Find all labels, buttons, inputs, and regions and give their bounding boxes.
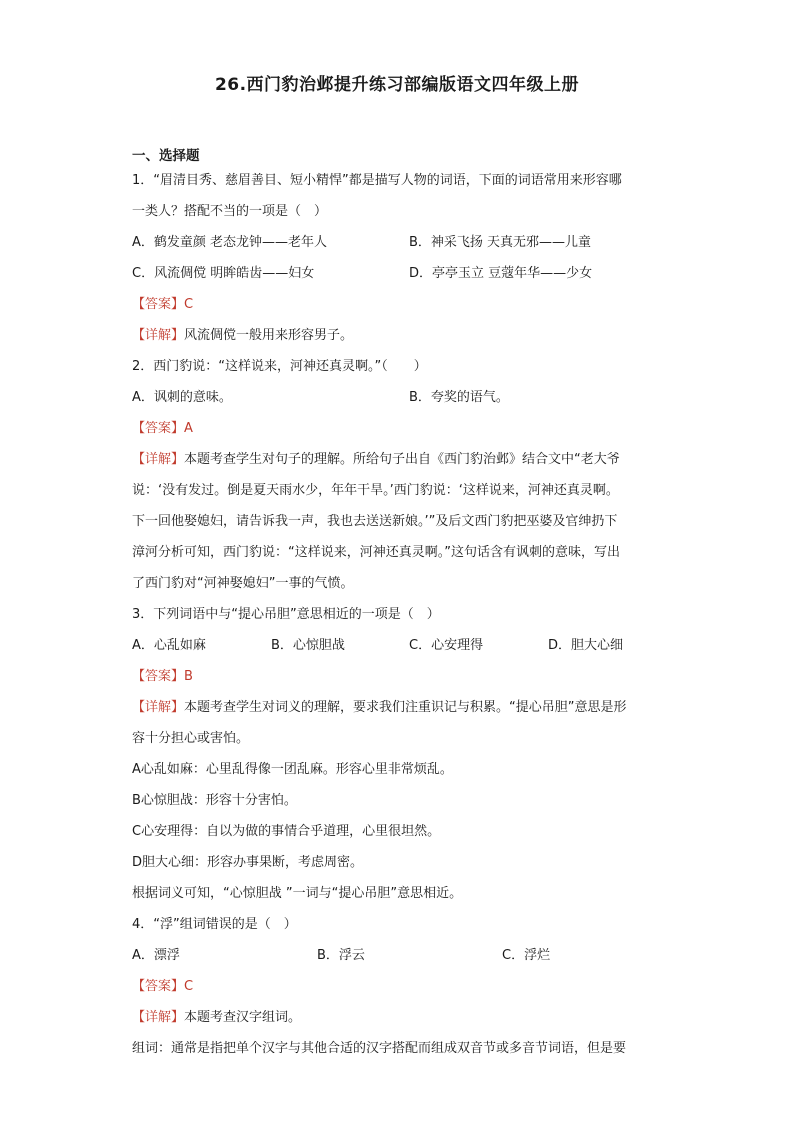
q1-detail	[132, 326, 353, 346]
q1-stem-line2: 一类人？搭配不当的一项是（ ）	[132, 204, 328, 219]
answer-value: B	[184, 669, 193, 684]
detail-tag: 【详解】	[132, 452, 185, 467]
q4-note: 组词：通常是指把单个汉字与其他合适的汉字搭配而组成双音节或多音节词语，但是要	[132, 1041, 627, 1056]
q2-stem: 2．西门豹说：“这样说来，河神还真灵啊。”（ ）	[132, 359, 427, 374]
q2-option-a: A．讽刺的意味。	[132, 390, 232, 405]
q3-answer	[132, 667, 193, 687]
detail-tag: 【详解】	[132, 1010, 185, 1025]
q4-detail	[132, 1008, 301, 1028]
q2-detail-line4: 漳河分析可知，西门豹说：“这样说来，河神还真灵啊。”这句话含有讽刺的意味，写出	[132, 545, 620, 560]
answer-tag: 【答案】	[132, 979, 185, 994]
q3-detail-line2: 容十分担心或害怕。	[132, 731, 250, 746]
detail-text: 风流倜傥一般用来形容男子。	[184, 328, 354, 343]
detail-tag: 【详解】	[132, 700, 185, 715]
q1-option-d: D．亭亭玉立 豆蔻年华——少女	[409, 266, 593, 281]
q3-option-d: D．胆大心细	[548, 638, 624, 653]
q2-option-b: B．夸奖的语气。	[409, 390, 509, 405]
q3-meaning-d: D胆大心细：形容办事果断，考虑周密。	[132, 855, 364, 870]
document-title: 26.西门豹治邺提升练习部编版语文四年级上册	[214, 75, 580, 95]
q3-option-a: A．心乱如麻	[132, 638, 206, 653]
q1-option-a: A．鹤发童颜 老态龙钟——老年人	[132, 235, 328, 250]
q2-detail-line1	[132, 450, 620, 470]
q4-answer	[132, 977, 193, 997]
q4-option-a: A．漂浮	[132, 948, 180, 963]
q3-conclusion: 根据词义可知，“心惊胆战 ”一词与“提心吊胆”意思相近。	[132, 886, 463, 901]
q3-meaning-b: B心惊胆战：形容十分害怕。	[132, 793, 297, 808]
answer-tag: 【答案】	[132, 669, 185, 684]
section-heading: 一、选择题	[132, 148, 200, 164]
detail-text: 本题考查汉字组词。	[184, 1010, 302, 1025]
detail-text: 本题考查学生对句子的理解。所给句子出自《西门豹治邺》结合文中“老大爷	[184, 452, 620, 467]
q2-answer	[132, 419, 193, 439]
q2-detail-line5: 了西门豹对“河神娶媳妇”一事的气愤。	[132, 576, 354, 591]
detail-tag: 【详解】	[132, 328, 185, 343]
q3-meaning-a: A心乱如麻：心里乱得像一团乱麻。形容心里非常烦乱。	[132, 762, 453, 777]
q3-option-c: C．心安理得	[409, 638, 484, 653]
answer-value: A	[184, 421, 193, 436]
q4-option-c: C．浮烂	[502, 948, 551, 963]
answer-value: C	[184, 297, 194, 312]
q2-detail-line3: 下一回他娶媳妇，请告诉我一声，我也去送送新娘。’”及后文西门豹把巫婆及官绅扔下	[132, 514, 618, 529]
q1-option-b: B．神采飞扬 天真无邪——儿童	[409, 235, 592, 250]
q3-stem: 3．下列词语中与“提心吊胆”意思相近的一项是（ ）	[132, 607, 440, 622]
q3-detail-line1	[132, 698, 627, 718]
detail-text: 本题考查学生对词义的理解，要求我们注重识记与积累。“提心吊胆”意思是形	[184, 700, 627, 715]
q1-answer	[132, 295, 193, 315]
q2-detail-line2: 说：‘没有发过。倒是夏天雨水少，年年干旱。’西门豹说：‘这样说来，河神还真灵啊。	[132, 483, 619, 498]
q4-stem: 4．“浮”组词错误的是（ ）	[132, 917, 297, 932]
q3-option-b: B．心惊胆战	[271, 638, 345, 653]
answer-tag: 【答案】	[132, 297, 185, 312]
answer-value: C	[184, 979, 194, 994]
q1-option-c: C．风流倜傥 明眸皓齿——妇女	[132, 266, 315, 281]
q3-meaning-c: C心安理得：自以为做的事情合乎道理，心里很坦然。	[132, 824, 441, 839]
q4-option-b: B．浮云	[317, 948, 365, 963]
q1-stem-line1: 1．“眉清目秀、慈眉善目、短小精悍”都是描写人物的词语，下面的词语常用来形容哪	[132, 173, 622, 188]
answer-tag: 【答案】	[132, 421, 185, 436]
